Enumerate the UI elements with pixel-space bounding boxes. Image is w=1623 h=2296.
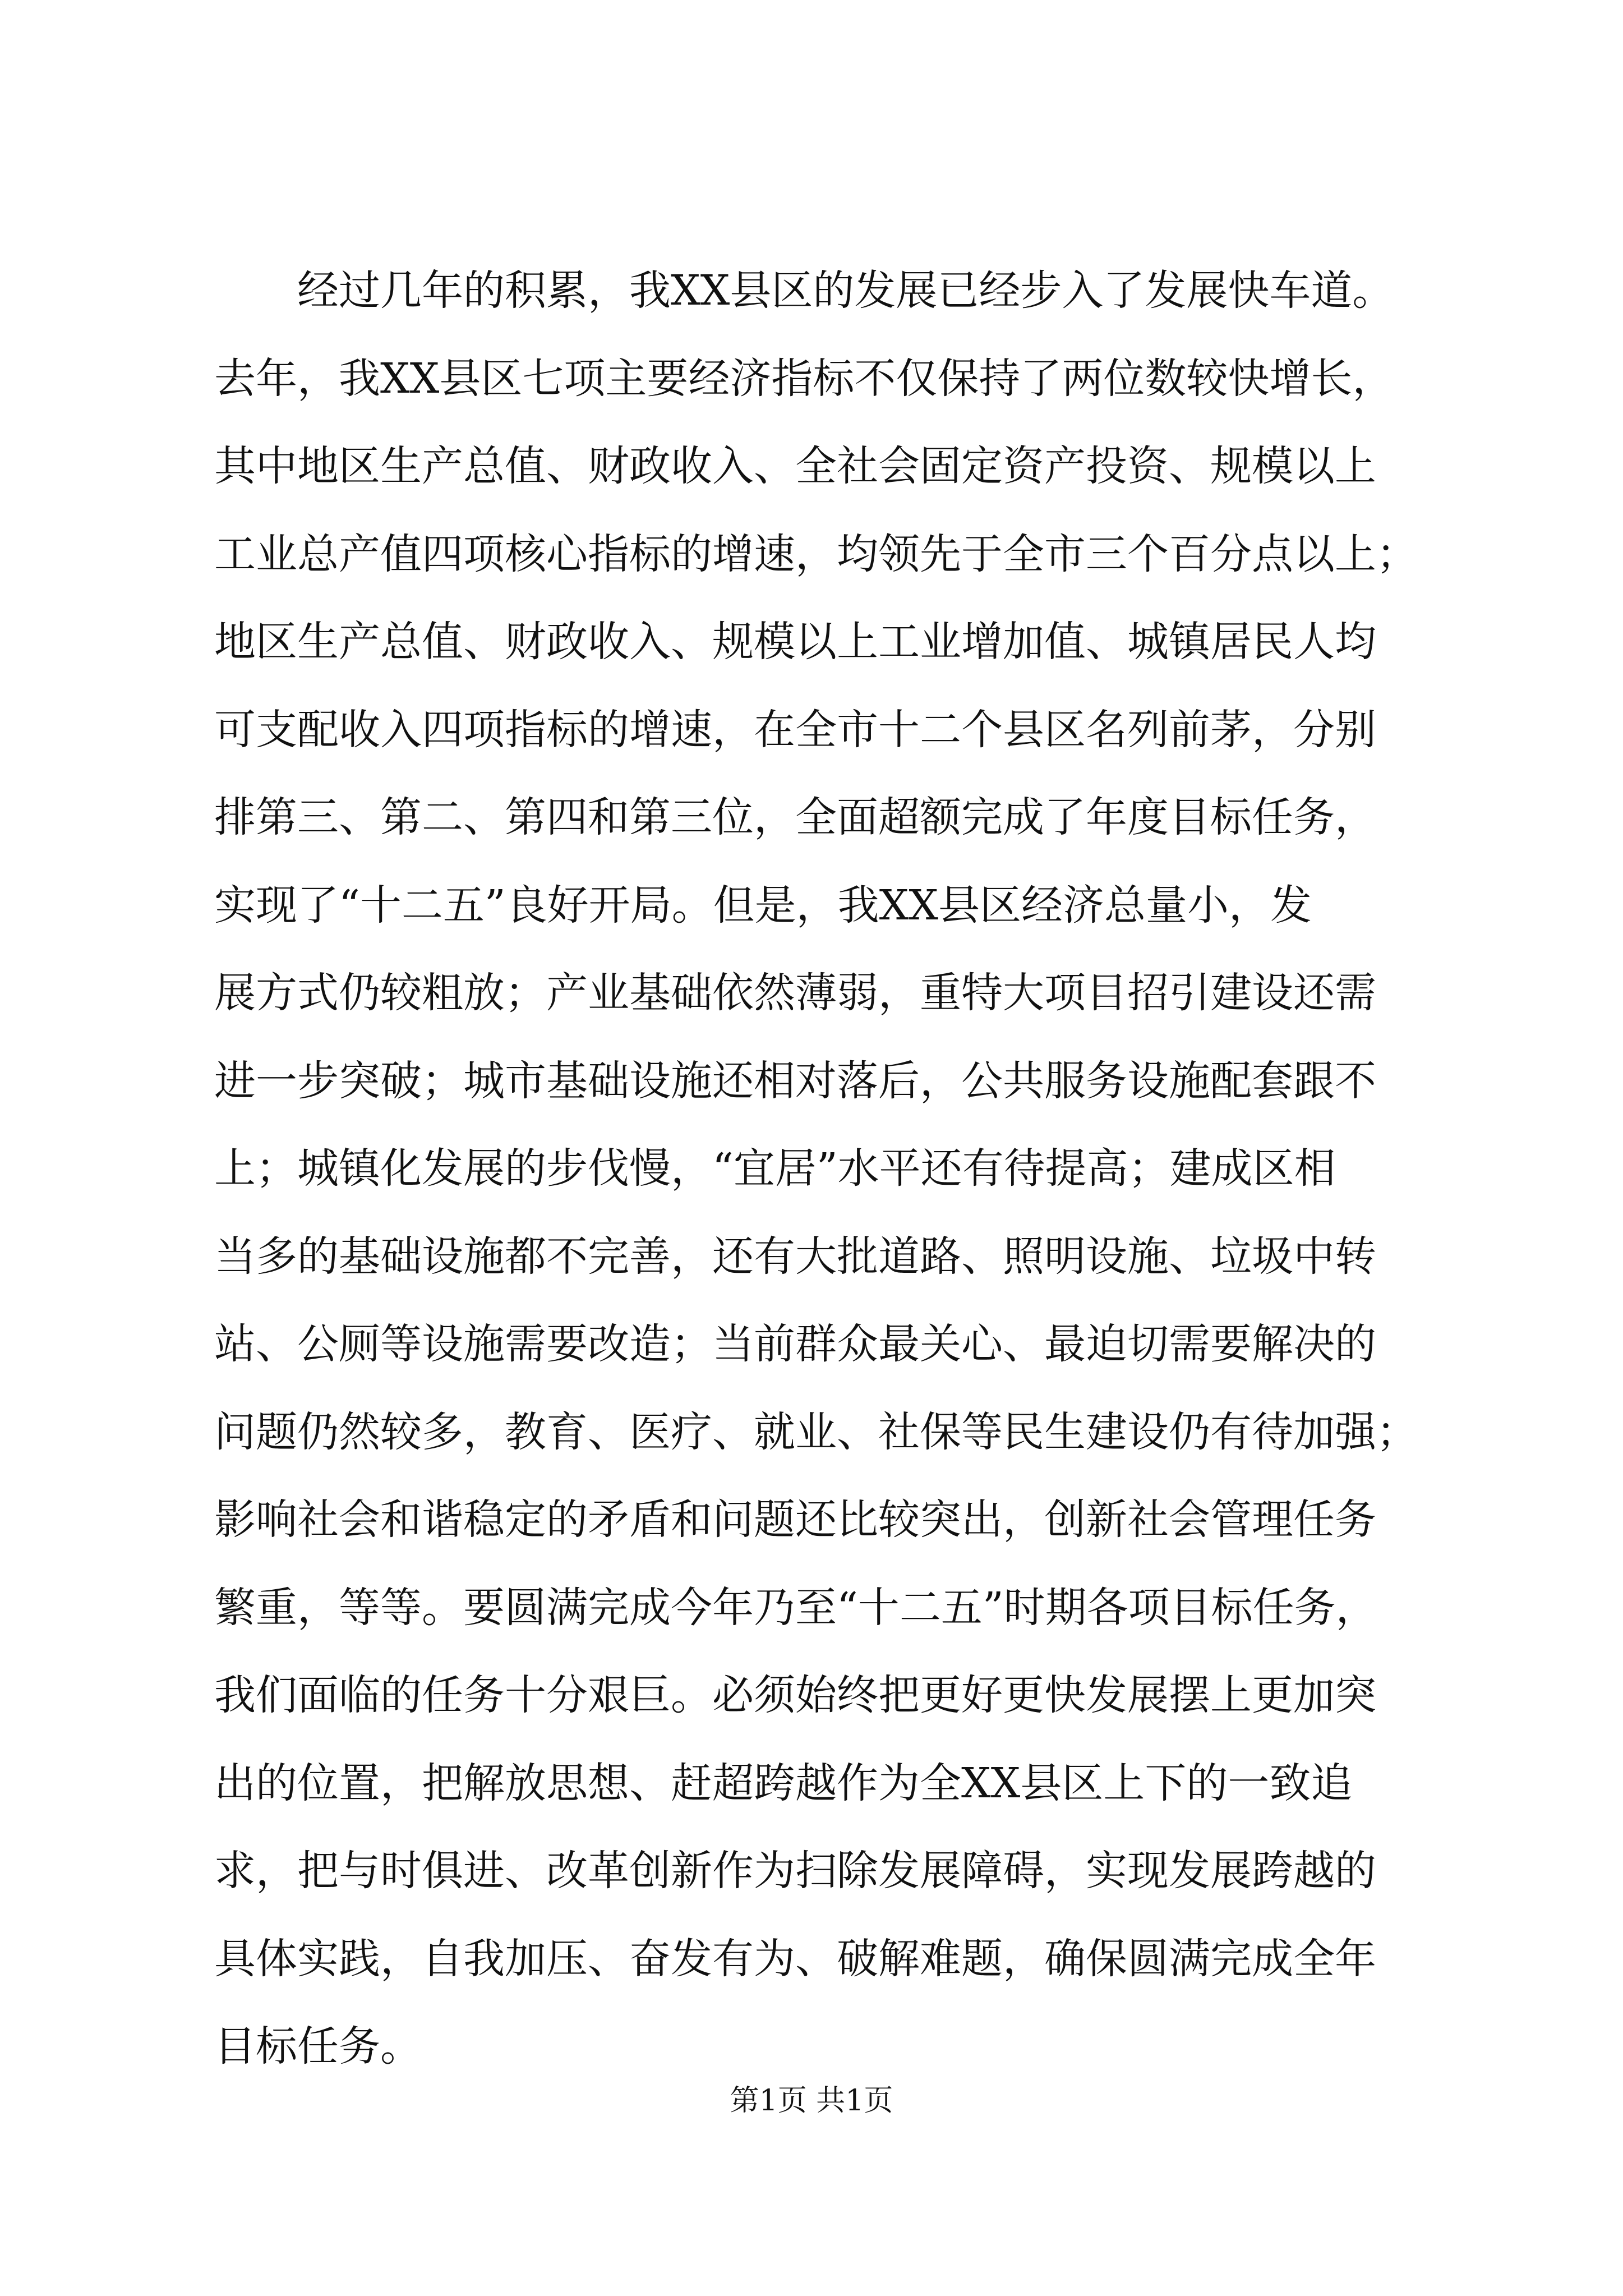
paragraph-line: 繁重，等等。要圆满完成今年乃至“十二五”时期各项目标任务， [214,1583,1377,1632]
paragraph-line: 具体实践，自我加压、奋发有为、破解难题，确保圆满完成全年 [214,1934,1376,1983]
page-number-footer: 第1页 共1页 [730,2084,893,2118]
paragraph-line: 站、公厕等设施需要改造；当前群众最关心、最迫切需要解决的 [214,1320,1376,1368]
paragraph-line: 目标任务。 [214,2022,422,2070]
paragraph-line: 排第三、第二、第四和第三位，全面超额完成了年度目标任务， [214,793,1376,841]
paragraph-line: 我们面临的任务十分艰巨。必须始终把更好更快发展摆上更加突 [214,1671,1376,1719]
paragraph-line: 影响社会和谐稳定的矛盾和问题还比较突出，创新社会管理任务 [214,1496,1376,1544]
paragraph-line: 上；城镇化发展的步伐慢，“宜居”水平还有待提高；建成区相 [214,1144,1336,1193]
paragraph-line: 求，把与时俱进、改革创新作为扫除发展障碍，实现发展跨越的 [214,1847,1376,1895]
paragraph-line: 地区生产总值、财政收入、规模以上工业增加值、城镇居民人均 [214,618,1376,666]
paragraph-line: 工业总产值四项核心指标的增速，均领先于全市三个百分点以上； [214,530,1418,578]
paragraph-line: 可支配收入四项指标的增速，在全市十二个县区名列前茅，分别 [214,705,1376,754]
paragraph-line: 问题仍然较多，教育、医疗、就业、社保等民生建设仍有待加强； [214,1407,1418,1456]
paragraph-line: 展方式仍较粗放；产业基础依然薄弱，重特大项目招引建设还需 [214,969,1376,1017]
paragraph-line: 进一步突破；城市基础设施还相对落后，公共服务设施配套跟不 [214,1056,1376,1105]
paragraph-line: 当多的基础设施都不完善，还有大批道路、照明设施、垃圾中转 [214,1232,1376,1281]
paragraph-line: 其中地区生产总值、财政收入、全社会固定资产投资、规模以上 [214,442,1376,490]
paragraph-line: 出的位置，把解放思想、赶超跨越作为全XX县区上下的一致追 [214,1759,1353,1807]
body-paragraph [214,247,1417,2091]
paragraph-line: 实现了“十二五”良好开局。但是，我XX县区经济总量小，发 [214,881,1312,930]
paragraph-line: 去年，我XX县区七项主要经济指标不仅保持了两位数较快增长， [214,354,1394,403]
paragraph-line: 经过几年的积累，我XX县区的发展已经步入了发展快车道。 [297,266,1394,315]
